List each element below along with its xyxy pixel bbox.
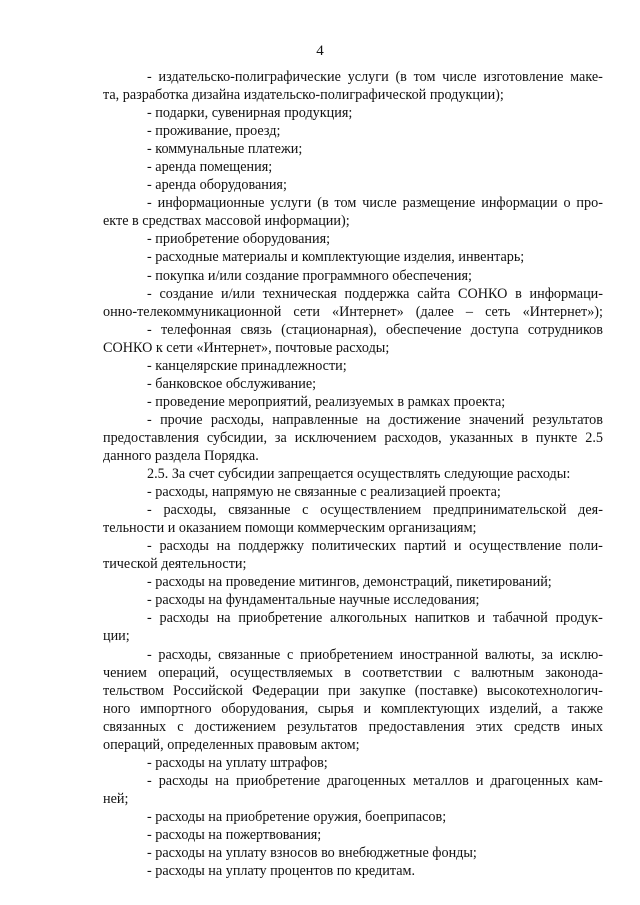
text-line: - расходы на уплату процентов по кредитам. [147,863,416,880]
text-line: данного раздела Порядка. [103,447,259,464]
text-line: - канцелярские принадлежности; [147,357,347,374]
text-line: чением операций, осуществляемых в соответствии с валютным законода- [103,664,603,681]
text-line: ней; [103,790,129,807]
text-line: - расходы на уплату взносов во внебюджетные фонды; [147,845,477,862]
text-line: СОНКО к сети «Интернет», почтовые расходы; [103,339,390,356]
text-line: - создание и/или техническая поддержка сайта СОНКО в информаци- [147,285,603,302]
text-line: - аренда оборудования; [147,177,287,194]
text-line: - коммунальные платежи; [147,141,303,158]
text-line: - аренда помещения; [147,159,273,176]
body-text [103,68,603,880]
text-line: 2.5. За счет субсидии запрещается осуществлять следующие расходы: [147,466,571,483]
text-line: - расходы на уплату штрафов; [147,754,328,771]
text-line: - расходы на пожертвования; [147,826,322,843]
text-line: - покупка и/или создание программного обеспечения; [147,267,472,284]
text-line: - подарки, сувенирная продукция; [147,105,353,122]
text-line: - банковское обслуживание; [147,375,317,392]
text-line: - расходные материалы и комплектующие изделия, инвентарь; [147,249,525,266]
text-line: - проведение мероприятий, реализуемых в рамках проекта; [147,393,506,410]
text-line: - расходы, связанные с осуществлением предпринимательской дея- [147,502,603,519]
text-line: - расходы на фундаментальные научные исследования; [147,592,480,609]
text-line: та, разработка дизайна издательско-полиграфической продукции); [103,87,504,104]
text-line: связанных с достижением результатов предоставления этих средств иных [103,718,603,735]
text-line: - телефонная связь (стационарная), обеспечение доступа сотрудников [147,321,603,338]
text-line: - расходы на приобретение оружия, боеприпасов; [147,808,447,825]
text-line: тической деятельности; [103,556,247,573]
text-line: операций, определенных правовым актом; [103,736,360,753]
text-line: ного импортного оборудования, сырья и комплектующих изделий, а также [103,700,603,717]
text-line: - расходы на приобретение алкогольных напитков и табачной продук- [147,610,603,627]
text-line: - издательско-полиграфические услуги (в том числе изготовление маке- [147,69,603,85]
text-line: - приобретение оборудования; [147,231,331,248]
text-line: тельности и оказанием помощи коммерческим организациям; [103,520,477,537]
text-line: - информационные услуги (в том числе размещение информации о про- [147,195,603,212]
text-line: - прочие расходы, направленные на достижение значений результатов [147,411,603,428]
text-line: - расходы на проведение митингов, демонстраций, пикетирований; [147,574,552,591]
text-line: - расходы на поддержку политических партий и осуществление поли- [147,538,603,555]
text-line: предоставления субсидии, за исключением расходов, указанных в пункте 2.5 [103,429,603,446]
text-line: онно-телекоммуникационной сети «Интернет» (далее – сеть «Интернет»); [103,303,603,320]
text-line: тельством Российской Федерации при закупке (поставке) высокотехнологич- [103,682,603,699]
text-line: ции; [103,628,130,645]
text-line: - расходы, напрямую не связанные с реализацией проекта; [147,484,501,501]
text-line: - расходы, связанные с приобретением иностранной валюты, за исклю- [147,646,603,663]
text-line: - расходы на приобретение драгоценных металлов и драгоценных кам- [147,772,603,789]
page-number: 4 [316,43,324,59]
text-line: - проживание, проезд; [147,123,281,140]
text-line: екте в средствах массовой информации); [103,213,350,230]
